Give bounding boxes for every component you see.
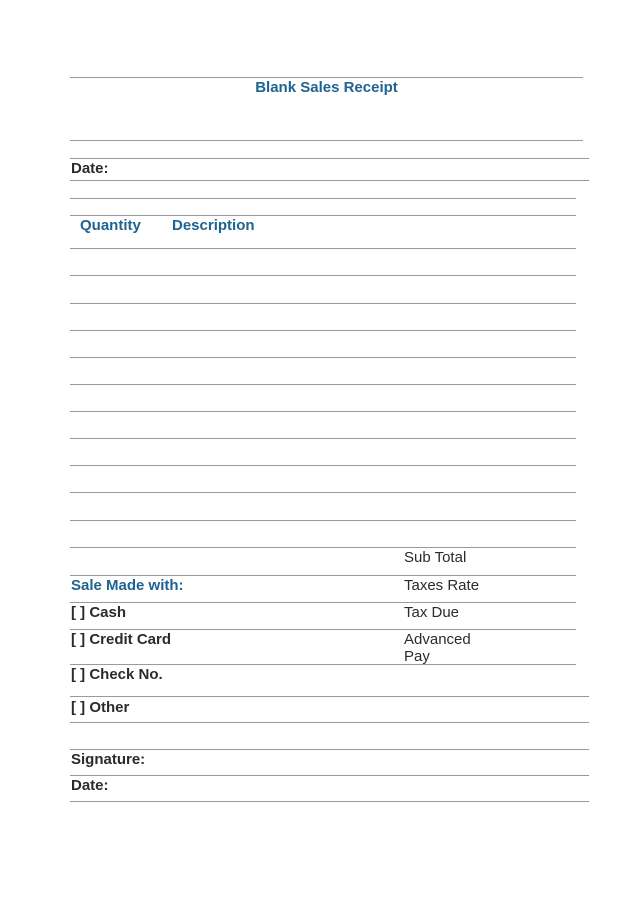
item-line bbox=[70, 411, 576, 412]
tax-due-label: Tax Due bbox=[404, 604, 460, 621]
date-label: Date: bbox=[71, 160, 109, 177]
sub-total-label: Sub Total bbox=[404, 549, 467, 566]
page-title: Blank Sales Receipt bbox=[255, 79, 398, 96]
totals-line bbox=[70, 664, 576, 665]
item-line bbox=[70, 275, 576, 276]
item-line bbox=[70, 330, 576, 331]
footer-line bbox=[70, 696, 589, 697]
divider bbox=[70, 140, 583, 141]
divider bbox=[70, 180, 589, 181]
other-option: [ ] Other bbox=[71, 699, 130, 716]
item-line bbox=[70, 357, 576, 358]
sale-made-with-heading: Sale Made with: bbox=[71, 577, 184, 594]
footer-line bbox=[70, 775, 589, 776]
item-line bbox=[70, 303, 576, 304]
quantity-header: Quantity bbox=[80, 217, 141, 234]
totals-line bbox=[70, 629, 576, 630]
divider bbox=[70, 158, 589, 159]
footer-line bbox=[70, 749, 589, 750]
item-line bbox=[70, 248, 576, 249]
totals-line bbox=[70, 602, 576, 603]
divider bbox=[70, 215, 576, 216]
item-line bbox=[70, 438, 576, 439]
item-line bbox=[70, 384, 576, 385]
footer-line bbox=[70, 722, 589, 723]
check-no-option: [ ] Check No. bbox=[71, 666, 163, 683]
cash-option: [ ] Cash bbox=[71, 604, 127, 621]
description-header: Description bbox=[172, 217, 255, 234]
footer-date-label: Date: bbox=[71, 777, 109, 794]
taxes-rate-label: Taxes Rate bbox=[404, 577, 480, 594]
item-line bbox=[70, 547, 576, 548]
divider bbox=[70, 198, 576, 199]
signature-label: Signature: bbox=[71, 751, 146, 768]
advanced-pay-label: Advanced Pay bbox=[404, 631, 471, 665]
item-line bbox=[70, 520, 576, 521]
item-line bbox=[70, 492, 576, 493]
item-line bbox=[70, 465, 576, 466]
divider bbox=[70, 77, 583, 78]
credit-card-option: [ ] Credit Card bbox=[71, 631, 172, 648]
footer-line bbox=[70, 801, 589, 802]
totals-line bbox=[70, 575, 576, 576]
